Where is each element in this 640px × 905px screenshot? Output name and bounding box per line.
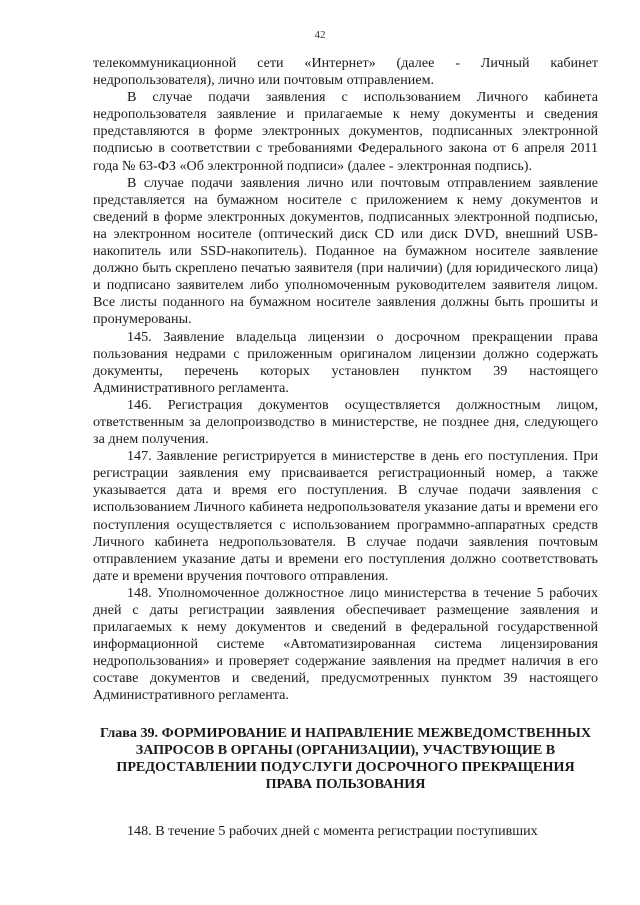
document-body (93, 55, 598, 840)
paragraph-item-148-chapter: 148. В течение 5 рабочих дней с момента регистрации поступивших (127, 822, 538, 839)
paragraph-paper-submission: В случае подачи заявления лично или почтовым отправлением заявление представляется на бумажном носителе с приложением к нему документов и сведений в форме электронных документов, подписанных электронной подписью, на электронном носителе (оптический диск CD или диск DVD, внешний USB-накопитель или SSD-накопитель). Поданное на бумажном носителе заявление должно быть скреплено печатью заявителя (при наличии) (для юридического лица) и подписано заявителем либо уполномоченным руководителем заявителя лицом. Все листы поданного на бумажном носителе заявления должны быть прошиты и пронумерованы. (93, 174, 598, 328)
paragraph-item-148: 148. Уполномоченное должностное лицо министерства в течение 5 рабочих дней с даты регистрации заявления обеспечивает размещение заявления и прилагаемых к нему документов и сведений в федеральной государственной информационной системе «Автоматизированная система лицензирования недропользования» и проверяет содержание заявления на предмет наличия в его составе документов и сведений, предусмотренных пунктом 39 настоящего Административного регламента. (93, 584, 598, 704)
page-number: 42 (314, 29, 326, 41)
paragraph-electronic-submission: В случае подачи заявления с использованием Личного кабинета недропользователя заявление и прилагаемые к нему документы и сведения представляются в форме электронных документов, подписанных электронной подписью в соответствии с требованиями Федерального закона от 6 апреля 2011 года № 63-ФЗ «Об электронной подписи» (далее - электронная подпись). (93, 89, 598, 174)
paragraph-item-145: 145. Заявление владельца лицензии о досрочном прекращении права пользования недрами с приложенным оригиналом лицензии должно содержать документы, перечень которых установлен пунктом 39 настоящего Административного регламента. (93, 328, 598, 396)
chapter-heading: Глава 39. ФОРМИРОВАНИЕ И НАПРАВЛЕНИЕ МЕЖВЕДОМСТВЕННЫХ ЗАПРОСОВ В ОРГАНЫ (ОРГАНИЗАЦИИ), УЧАСТВУЮЩИЕ В ПРЕДОСТАВЛЕНИИ ПОДУСЛУГИ ДОСРОЧНОГО ПРЕКРАЩЕНИЯ ПРАВА ПОЛЬЗОВАНИЯ (99, 724, 592, 792)
paragraph-continuation: телекоммуникационной сети «Интернет» (далее - Личный кабинет недропользователя), лично или почтовым отправлением. (93, 55, 598, 89)
paragraph-item-147: 147. Заявление регистрируется в министерстве в день его поступления. При регистрации заявления ему присваивается регистрационный номер, а также указывается дата и время его поступления. В случае подачи заявления с использованием Личного кабинета недропользователя указание даты и времени его поступления осуществляется с использованием программно-аппаратных средств Личного кабинета недропользователя. В случае подачи заявления почтовым отправлением указание даты и времени его поступления должно соответствовать дате и времени вручения почтового отправления. (93, 448, 598, 584)
paragraph-item-146: 146. Регистрация документов осуществляется должностным лицом, ответственным за делопроизводство в министерстве, не позднее дня, следующего за днем получения. (93, 396, 598, 448)
